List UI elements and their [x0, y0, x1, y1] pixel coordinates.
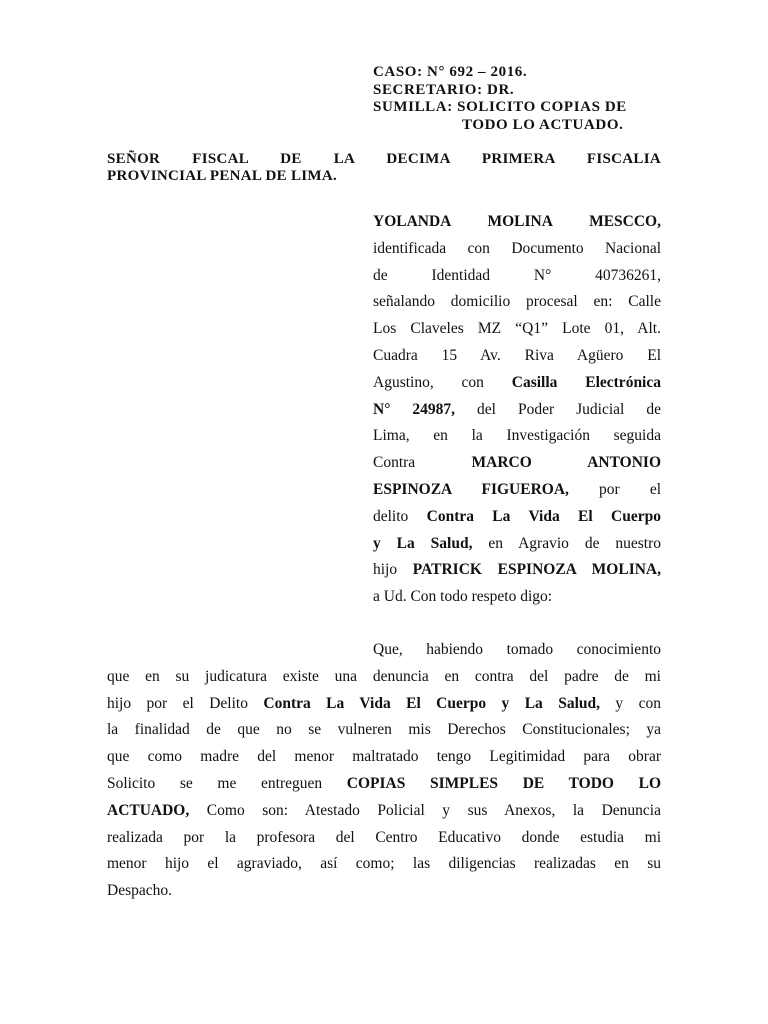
- body-line: que en su judicatura existe una denuncia en contra del padre de mi: [107, 667, 661, 685]
- intro-line: Cuadra 15 Av. Riva Agüero El: [373, 346, 661, 364]
- body-line: menor hijo el agraviado, así como; las diligencias realizadas en su: [107, 855, 661, 873]
- request-paragraph: [107, 637, 661, 905]
- body-line: Despacho.: [107, 882, 172, 900]
- intro-line: N° 24987, del Poder Judicial de: [373, 400, 661, 418]
- case-header: [373, 64, 673, 134]
- intro-line: señalando domicilio procesal en: Calle: [373, 293, 661, 311]
- intro-line: delito Contra La Vida El Cuerpo: [373, 507, 661, 525]
- intro-line: YOLANDA MOLINA MESCCO,: [373, 213, 661, 230]
- addressee-line-2: PROVINCIAL PENAL DE LIMA.: [107, 168, 338, 184]
- summary-line-2: TODO LO ACTUADO.: [462, 116, 624, 133]
- intro-line: Contra MARCO ANTONIO: [373, 454, 662, 472]
- intro-line: ESPINOZA FIGUEROA, por el: [373, 480, 661, 498]
- case-number: CASO: N° 692 – 2016.: [373, 64, 528, 80]
- intro-line: a Ud. Con todo respeto digo:: [373, 588, 553, 606]
- intro-line: hijo PATRICK ESPINOZA MOLINA,: [373, 561, 661, 579]
- body-line: realizada por la profesora del Centro Educativo donde estudia mi: [107, 828, 661, 846]
- intro-line: Los Claveles MZ “Q1” Lote 01, Alt.: [373, 320, 661, 338]
- summary-line-1: SUMILLA: SOLICITO COPIAS DE: [373, 99, 627, 115]
- intro-line: Agustino, con Casilla Electrónica: [373, 373, 661, 391]
- addressee-line-1: SEÑOR FISCAL DE LA DECIMA PRIMERA FISCALIA: [107, 151, 661, 167]
- body-line: hijo por el Delito Contra La Vida El Cuerpo y La Salud, y con: [107, 694, 661, 712]
- petitioner-block: [373, 209, 661, 611]
- body-line: la finalidad de que no se vulneren mis Derechos Constitucionales; ya: [107, 721, 661, 739]
- intro-line: y La Salud, en Agravio de nuestro: [373, 534, 661, 552]
- intro-line: Lima, en la Investigación seguida: [373, 427, 661, 445]
- body-line: Que, habiendo tomado conocimiento: [373, 641, 661, 658]
- body-line: que como madre del menor maltratado tengo Legitimidad para obrar: [107, 748, 661, 766]
- addressee: [107, 151, 661, 185]
- secretary: SECRETARIO: DR.: [373, 81, 515, 98]
- intro-line: de Identidad N° 40736261,: [373, 266, 661, 284]
- body-line: ACTUADO, Como son: Atestado Policial y sus Anexos, la Denuncia: [107, 801, 661, 819]
- body-line: Solicito se me entreguen COPIAS SIMPLES DE TODO LO: [107, 774, 661, 792]
- intro-line: identificada con Documento Nacional: [373, 239, 661, 257]
